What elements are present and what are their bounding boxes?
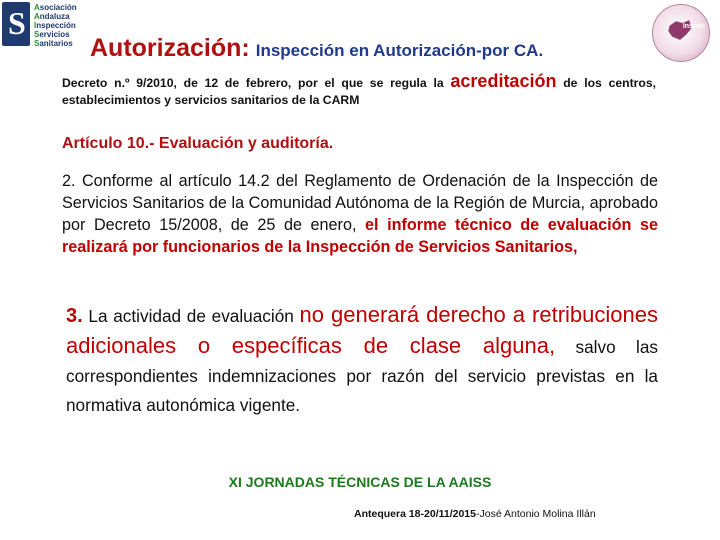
logo-line: Andaluza bbox=[34, 12, 70, 21]
footer-author: -José Antonio Molina Illán bbox=[476, 508, 596, 520]
logo-badge bbox=[2, 2, 30, 46]
aaiss-logo bbox=[2, 2, 82, 46]
logo-line: Sanitarios bbox=[34, 39, 73, 48]
article-heading: Artículo 10.- Evaluación y auditoría. bbox=[62, 135, 334, 152]
decree-after: de los centros, establecimientos y servicios sanitarios de la CARM bbox=[62, 76, 656, 107]
paragraph-2 bbox=[62, 170, 658, 258]
event-name: XI JORNADAS TÉCNICAS DE LA AAISS bbox=[228, 474, 492, 490]
paragraph-3-text-a: La actividad de evaluación bbox=[88, 306, 294, 326]
paragraph-3-text-b: salvo las correspondientes indemnizaciones por razón del servicio previstas en la normativa autonómica vigente. bbox=[66, 337, 658, 415]
footer-credit bbox=[354, 508, 596, 520]
decree-before: Decreto n.º 9/2010, de 12 de febrero, por el que se regula la bbox=[62, 76, 444, 90]
footer-place: Antequera 18-20/11/2015 bbox=[354, 508, 476, 520]
paragraph-2-text: 2. Conforme al artículo 14.2 del Reglamento de Ordenación de la Inspección de Servicios Sanitarios de la Comunidad Autónoma de la Región de Murcia, aprobado por Decreto 15/2008, de 25 de enero, bbox=[62, 172, 658, 234]
logo-line: Servicios bbox=[34, 30, 70, 39]
seal-tag: Inspec bbox=[682, 23, 705, 30]
slide-subtitle: Inspección en Autorización-por CA. bbox=[255, 41, 544, 60]
decree-reference bbox=[62, 73, 656, 109]
slide-title bbox=[90, 34, 543, 63]
logo-letter: S bbox=[8, 5, 26, 41]
logo-line: Asociación bbox=[34, 3, 77, 12]
decree-accent: acreditación bbox=[450, 71, 557, 91]
paragraph-3-highlight: no generará derecho a retribuciones adicionales o específicas de clase alguna, bbox=[66, 302, 658, 358]
paragraph-2-highlight: el informe técnico de evaluación se realizará por funcionarios de la Inspección de Servicios Sanitarios, bbox=[62, 216, 658, 256]
paragraph-3-number: 3. bbox=[66, 305, 83, 327]
title-text: Autorización: bbox=[90, 34, 250, 62]
murcia-inspection-seal bbox=[652, 4, 710, 62]
paragraph-3 bbox=[66, 300, 658, 420]
logo-text bbox=[34, 3, 77, 48]
logo-line: Inspección bbox=[34, 21, 76, 30]
